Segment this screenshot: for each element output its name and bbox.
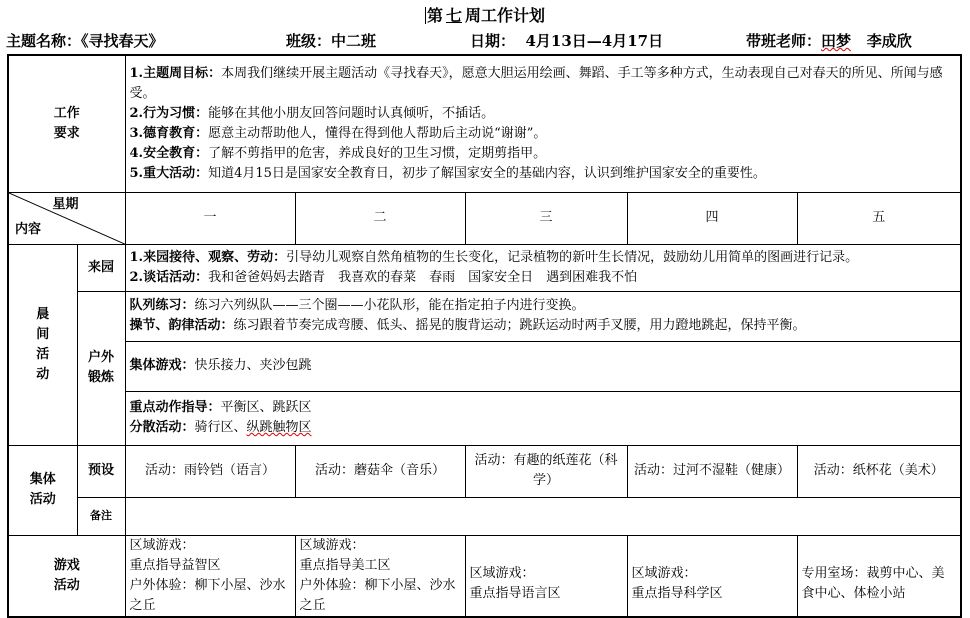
group-activities-label: 集体 活动	[8, 445, 77, 535]
game-thursday: 区域游戏： 重点指导科学区	[627, 535, 797, 617]
game-wednesday: 区域游戏： 重点指导语言区	[465, 535, 627, 617]
week-number: 七	[445, 6, 462, 25]
notes-content	[125, 497, 961, 535]
weekday-label: 星期	[52, 196, 79, 212]
day-thursday: 四	[627, 192, 797, 244]
game-monday: 区域游戏： 重点指导益智区 户外体验：柳下小屋、沙水之丘	[125, 535, 295, 617]
content-label: 内容	[15, 221, 42, 237]
game-tuesday: 区域游戏： 重点指导美工区 户外体验：柳下小屋、沙水之丘	[295, 535, 465, 617]
activity-monday: 活动：雨铃铛（语言）	[125, 445, 295, 497]
requirement-item: 1.主题周目标：本周我们继续开展主题活动《寻找春天》，愿意大胆运用绘画、舞蹈、手工等多种方式，生动表现自己对春天的所见、所闻与感受。	[129, 65, 943, 101]
day-friday: 五	[797, 192, 961, 244]
requirement-item: 3.德育教育：愿意主动帮助他人，懂得在得到他人帮助后主动说“谢谢”。	[129, 125, 547, 141]
activity-wednesday: 活动：有趣的纸莲花（科学）	[465, 445, 627, 497]
day-wednesday: 三	[465, 192, 627, 244]
day-tuesday: 二	[295, 192, 465, 244]
outdoor-exercise-label: 户外 锻炼	[77, 291, 125, 445]
date-range: 日期： 4月13日—4月17日	[470, 32, 664, 50]
document-title: 第 七 周工作计划	[426, 6, 546, 25]
requirement-item: 2.行为习惯：能够在其他小朋友回答问题时认真倾听，不插话。	[129, 105, 495, 121]
key-and-free-activities: 重点动作指导：平衡区、跳跃区 分散活动：骑行区、纵跳触物区	[125, 391, 961, 445]
weekly-plan-table	[7, 54, 962, 618]
class-name: 班级：中二班	[286, 32, 377, 50]
notes-label: 备注	[77, 497, 125, 535]
theme-name: 主题名称：《寻找春天》	[6, 32, 164, 50]
teachers: 带班老师：田梦 李成欣	[746, 32, 912, 50]
work-requirements-label: 工作 要求	[8, 55, 125, 192]
activity-tuesday: 活动：蘑菇伞（音乐）	[295, 445, 465, 497]
requirement-item: 5.重大活动：知道4月15日是国家安全教育日，初步了解国家安全的基础内容，认识到维护国家安全的重要性。	[129, 165, 766, 181]
morning-activities-label: 晨间活动	[8, 244, 77, 445]
activity-thursday: 活动：过河不湿鞋（健康）	[627, 445, 797, 497]
queue-and-rhythm: 队列练习：练习六列纵队——三个圈——小花队形，能在指定拍子内进行变换。 操节、韵律活动：练习跟着节奏完成弯腰、低头、摇晃的腹背运动；跳跃运动时两手叉腰，用力蹬地跳起，保持平衡。	[125, 291, 961, 341]
arrival-activities: 1.来园接待、观察、劳动：引导幼儿观察自然角植物的生长变化，记录植物的新叶生长情况，鼓励幼儿用简单的图画进行记录。 2.谈话活动：我和爸爸妈妈去踏青 我喜欢的春菜 春雨 国家安全日 遇到困难我不怕	[125, 244, 961, 291]
weekday-content-header	[8, 192, 125, 244]
group-games: 集体游戏：快乐接力、夹沙包跳	[125, 341, 961, 391]
work-requirements	[125, 55, 961, 192]
activity-friday: 活动：纸杯花（美术）	[797, 445, 961, 497]
arrival-label: 来园	[77, 244, 125, 291]
text-cursor	[425, 7, 426, 24]
game-activities-label: 游戏 活动	[8, 535, 125, 617]
day-monday: 一	[125, 192, 295, 244]
game-friday: 专用室场：裁剪中心、美食中心、体检小站	[797, 535, 961, 617]
requirement-item: 4.安全教育：了解不剪指甲的危害，养成良好的卫生习惯，定期剪指甲。	[129, 145, 547, 161]
preview-label: 预设	[77, 445, 125, 497]
